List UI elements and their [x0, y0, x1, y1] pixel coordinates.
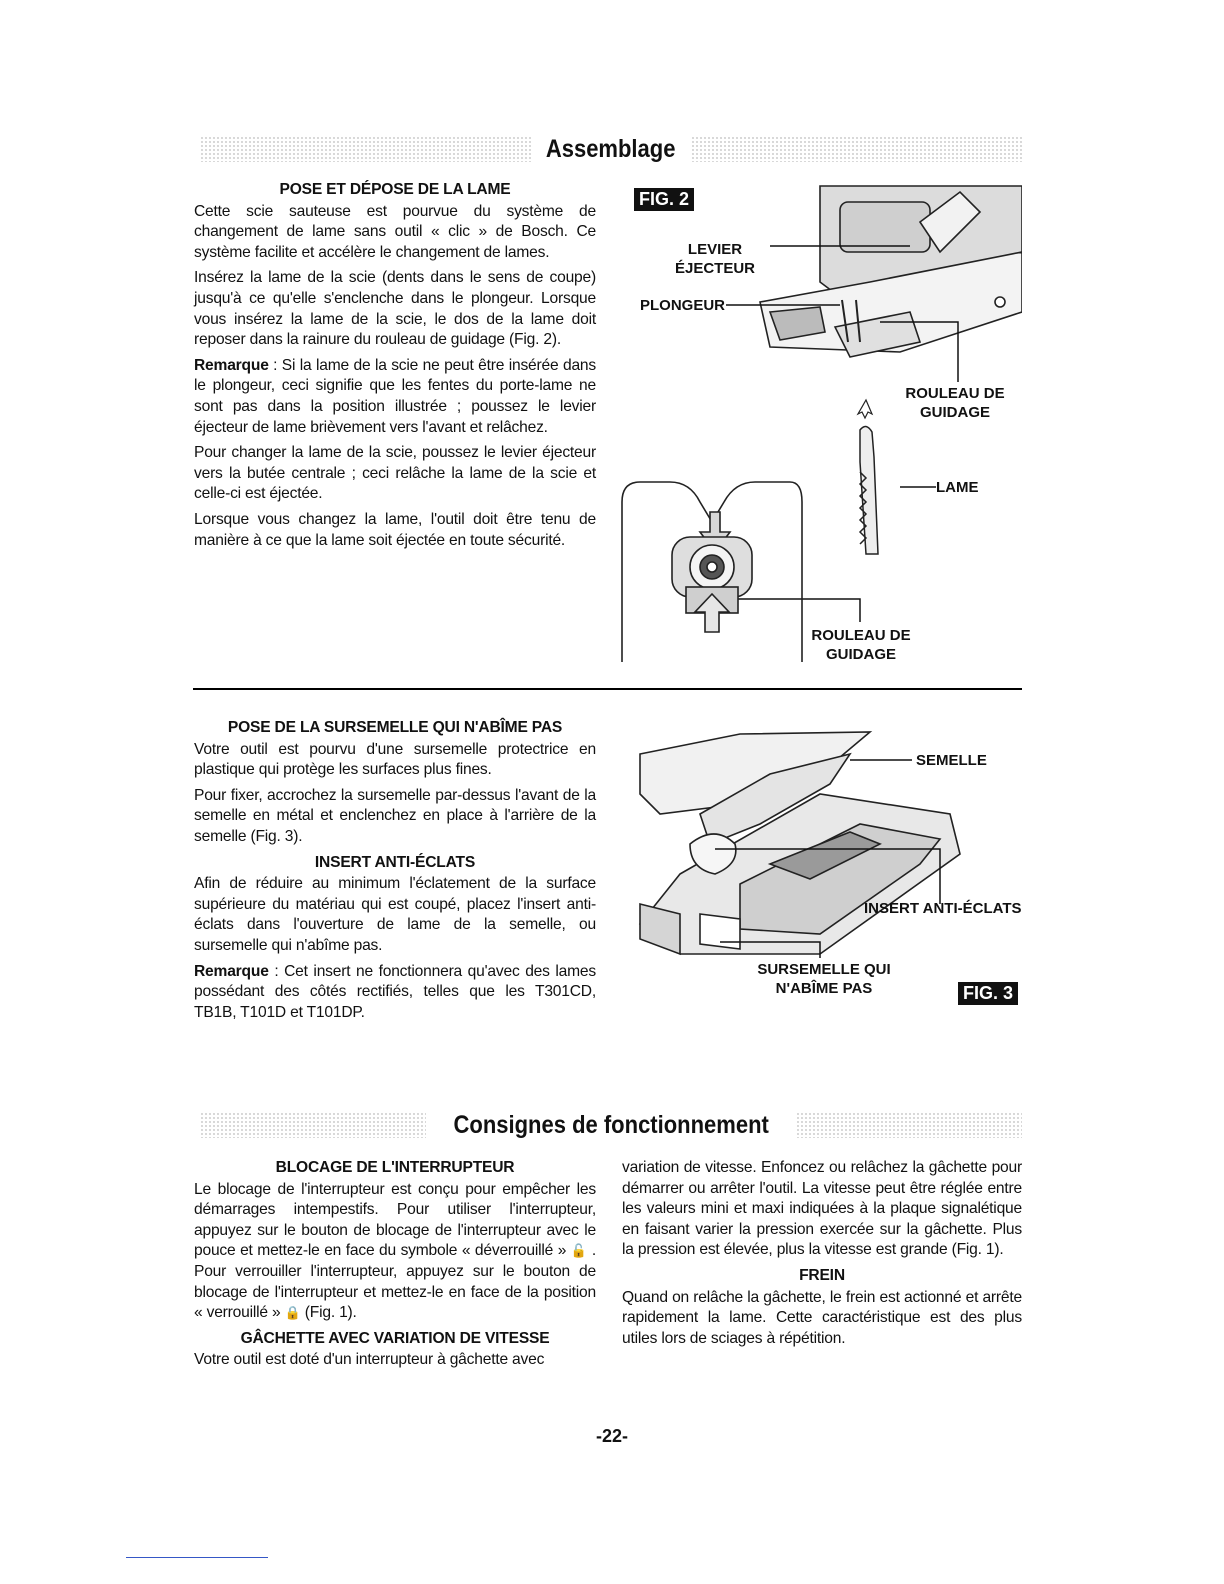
- page-number: -22-: [595, 1426, 628, 1446]
- figure-3: [620, 714, 1022, 1014]
- paragraph: Pour changer la lame de la scie, poussez le levier éjecteur vers la butée centrale ; ceci relâche la lame de la scie et celle-ci est éjectée.: [194, 444, 596, 503]
- footer-line: [126, 1557, 268, 1558]
- figure-label: FIG. 3: [958, 982, 1018, 1005]
- section-heading: FREIN: [799, 1266, 845, 1284]
- section-divider: [193, 688, 1022, 690]
- section-heading: GÂCHETTE AVEC VARIATION DE VITESSE: [240, 1329, 550, 1347]
- paragraph: Remarque : Si la lame de la scie ne peut être insérée dans le plongeur, ceci signifie que les fentes du porte-lame ne sont pas dans la position illustrée ; poussez le levier éjecteur de lame brièvement vers l'avant et relâchez.: [194, 356, 596, 436]
- unlocked-icon: 🔓: [570, 1243, 588, 1259]
- paragraph: variation de vitesse. Enfoncez ou relâchez la gâchette pour démarrer ou arrêter l'outil. La vitesse peut être réglée entre les valeurs mini et maxi indiquées à la plaque signalétique en faisant varier la pression exercée sur la gâchette. Plus la pression est élevée, plus la vitesse est grande (Fig. 1).: [622, 1159, 1022, 1259]
- paragraph: Votre outil est doté d'un interrupteur à gâchette avec: [194, 1351, 545, 1369]
- paragraph: Insérez la lame de la scie (dents dans le sens de coupe) jusqu'à ce qu'elle s'enclenche dans le plongeur. Lorsque vous insérez la lame de la scie, le dos de la lame doit reposer dans la rainure du rouleau de guidage (Fig. 2).: [194, 269, 596, 349]
- paragraph: Votre outil est pourvu d'une sursemelle protectrice en plastique qui protège les surfaces plus fines.: [194, 740, 596, 779]
- section-heading: INSERT ANTI-ÉCLATS: [314, 853, 476, 871]
- paragraph: Pour fixer, accrochez la sursemelle par-dessus l'avant de la semelle en métal et enclenchez en place à l'arrière de la semelle (Fig. 3).: [194, 786, 596, 845]
- paragraph: Remarque : Cet insert ne fonctionnera qu'avec des lames possédant des côtés rectifiés, telles que les T301CD, TB1B, T101D et T101DP.: [194, 962, 596, 1021]
- section-title: Assemblage: [546, 134, 676, 163]
- figure-2: [620, 182, 1022, 672]
- section-heading: BLOCAGE DE L'INTERRUPTEUR: [275, 1159, 515, 1176]
- paragraph: Quand on relâche la gâchette, le frein est actionné et arrête rapidement la lame. Cette caractéristique est des plus utiles lors de sciages à répétition.: [622, 1288, 1022, 1347]
- paragraph: Le blocage de l'interrupteur est conçu pour empêcher les démarrages intempestifs. Pour utiliser l'interrupteur, appuyez sur le bouton de blocage de l'interrupteur avec le pouce et mettez-le en face du symbole « déverrouillé » 🔓 . Pour verrouiller l'interrupteur, appuyez sur le bouton de blocage de l'interrupteur et mettez-le en face de la position « verrouillé » 🔒 (Fig. 1).: [194, 1180, 596, 1322]
- section-heading: POSE DE LA SURSEMELLE QUI N'ABÎME PAS: [227, 719, 563, 736]
- note-label: Remarque: [194, 356, 269, 374]
- callout-plongeur: PLONGEUR: [640, 297, 726, 314]
- gachette-frein-column: [622, 1158, 1022, 1354]
- callout-insert-anti-eclats: INSERT ANTI-ÉCLATS: [864, 900, 1022, 917]
- callout-sursemelle: SURSEMELLE QUI N'ABÎME PAS: [757, 961, 891, 997]
- assemblage-banner: [200, 132, 1022, 166]
- callout-levier-ejecteur: LEVIER ÉJECTEUR: [674, 241, 756, 277]
- paragraph: Lorsque vous changez la lame, l'outil doit être tenu de manière à ce que la lame soit éjectée en toute sécurité.: [194, 510, 596, 549]
- callout-lame: LAME: [936, 479, 979, 496]
- locked-icon: 🔒: [284, 1305, 301, 1321]
- figure-label: FIG. 2: [634, 188, 694, 211]
- consignes-banner: [200, 1108, 1022, 1142]
- note-label: Remarque: [194, 962, 269, 980]
- pose-lame-column: [194, 180, 596, 556]
- callout-semelle: SEMELLE: [916, 752, 987, 769]
- paragraph: Cette scie sauteuse est pourvue du système de changement de lame sans outil « clic » de Bosch. Ce système facilite et accélère le changement de lames.: [194, 202, 596, 261]
- sursemelle-column: [194, 718, 596, 1028]
- callout-rouleau-guidage: ROULEAU DE GUIDAGE: [905, 385, 1005, 421]
- blocage-column: [194, 1158, 596, 1376]
- section-title: Consignes de fonctionnement: [453, 1110, 769, 1139]
- section-heading: POSE ET DÉPOSE DE LA LAME: [279, 181, 511, 198]
- callout-rouleau-guidage-2: ROULEAU DE GUIDAGE: [811, 627, 911, 663]
- paragraph: Afin de réduire au minimum l'éclatement de la surface supérieure du matériau qui est coupé, placez l'insert anti-éclats dans l'ouverture de lame de la semelle, ou sursemelle qui n'abîme pas.: [194, 875, 596, 954]
